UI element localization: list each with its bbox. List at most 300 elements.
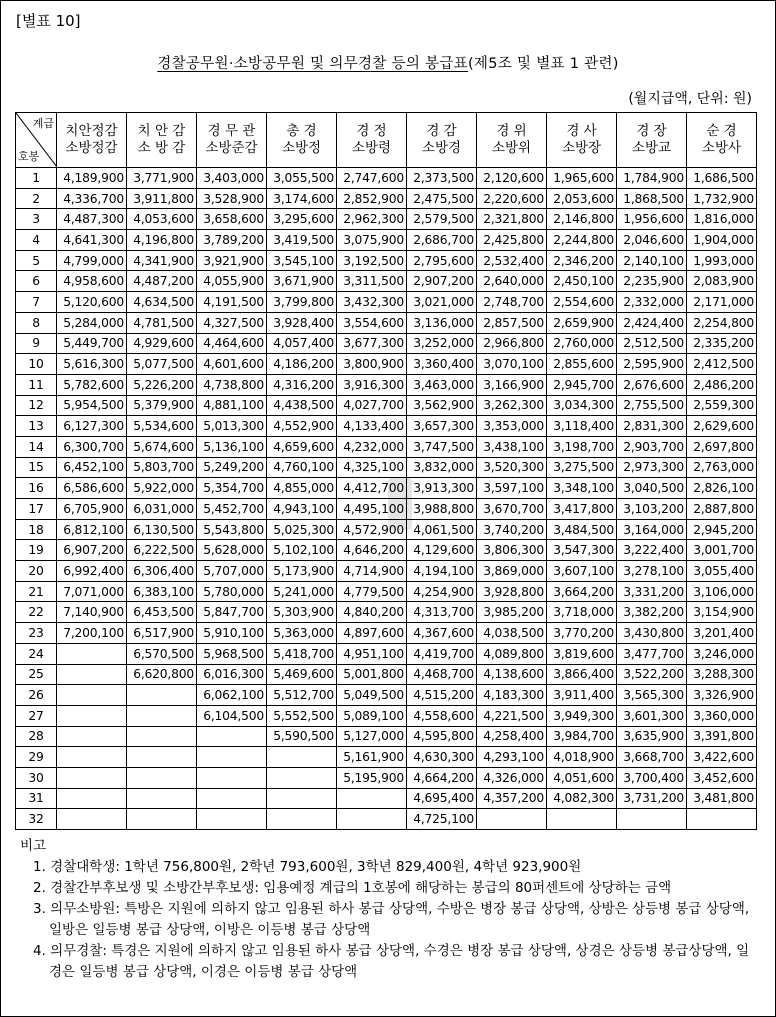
salary-cell: 4,055,900 — [197, 271, 267, 292]
salary-cell: 4,183,300 — [477, 685, 547, 706]
column-header-line2: 소방교 — [631, 140, 672, 156]
step-cell: 1 — [16, 168, 57, 189]
step-cell: 24 — [16, 643, 57, 664]
salary-cell: 4,129,600 — [407, 540, 477, 561]
salary-cell: 3,262,300 — [477, 395, 547, 416]
salary-cell: 3,607,100 — [547, 561, 617, 582]
salary-cell: 3,021,000 — [407, 292, 477, 313]
salary-cell: 4,630,300 — [407, 747, 477, 768]
table-body — [16, 168, 757, 830]
salary-cell: 3,916,300 — [337, 374, 407, 395]
salary-cell: 3,984,700 — [547, 726, 617, 747]
salary-cell: 3,520,300 — [477, 457, 547, 478]
salary-cell: 5,241,000 — [267, 581, 337, 602]
salary-cell: 5,847,700 — [197, 602, 267, 623]
salary-cell: 3,278,100 — [617, 561, 687, 582]
salary-cell: 3,331,200 — [617, 581, 687, 602]
salary-cell: 4,313,700 — [407, 602, 477, 623]
salary-cell: 3,174,600 — [267, 188, 337, 209]
salary-cell: 3,731,200 — [617, 788, 687, 809]
salary-cell: 4,595,800 — [407, 726, 477, 747]
salary-cell: 5,910,100 — [197, 623, 267, 644]
salary-cell: 3,832,000 — [407, 457, 477, 478]
salary-cell — [57, 643, 127, 664]
salary-cell: 3,921,900 — [197, 250, 267, 271]
table-row — [16, 395, 757, 416]
salary-cell: 5,303,900 — [267, 602, 337, 623]
salary-cell: 3,417,800 — [547, 499, 617, 520]
salary-cell: 3,658,600 — [197, 209, 267, 230]
salary-cell: 7,071,000 — [57, 581, 127, 602]
salary-cell: 2,595,900 — [617, 354, 687, 375]
salary-cell — [127, 767, 197, 788]
salary-cell: 5,803,700 — [127, 457, 197, 478]
salary-cell: 3,326,900 — [687, 685, 757, 706]
salary-cell — [547, 809, 617, 830]
salary-cell: 3,463,000 — [407, 374, 477, 395]
salary-cell: 3,869,000 — [477, 561, 547, 582]
salary-cell: 3,222,400 — [617, 540, 687, 561]
table-row — [16, 726, 757, 747]
column-header-line2: 소방령 — [351, 140, 392, 156]
salary-cell: 6,570,500 — [127, 643, 197, 664]
salary-cell: 5,628,000 — [197, 540, 267, 561]
salary-cell: 3,597,100 — [477, 478, 547, 499]
salary-cell: 5,954,500 — [57, 395, 127, 416]
salary-cell: 2,244,800 — [547, 230, 617, 251]
salary-cell — [267, 788, 337, 809]
salary-cell: 3,353,000 — [477, 416, 547, 437]
salary-cell: 4,779,500 — [337, 581, 407, 602]
column-header-line2: 소방위 — [491, 140, 532, 156]
step-cell: 16 — [16, 478, 57, 499]
salary-cell: 2,412,500 — [687, 354, 757, 375]
salary-cell: 4,027,700 — [337, 395, 407, 416]
salary-cell: 4,316,200 — [267, 374, 337, 395]
salary-cell: 5,922,000 — [127, 478, 197, 499]
salary-cell: 5,534,600 — [127, 416, 197, 437]
salary-cell: 5,013,300 — [197, 416, 267, 437]
step-cell: 11 — [16, 374, 57, 395]
column-header-line1: 경 감 — [426, 123, 457, 139]
note-3: 3. 의무소방원: 특방은 지원에 의하지 않고 임용된 하사 봉급 상당액, 수방은 병장 봉급 상당액, 상방은 상등병 봉급 상당액, 일방은 일등병 봉급 상당액, 이방은 이등병 봉급 상당액 — [33, 901, 750, 938]
salary-cell: 2,254,800 — [687, 312, 757, 333]
column-header — [617, 113, 687, 168]
step-cell: 9 — [16, 333, 57, 354]
salary-cell: 2,686,700 — [407, 230, 477, 251]
salary-cell: 4,634,500 — [127, 292, 197, 313]
watermark — [388, 478, 412, 530]
salary-cell: 3,562,900 — [407, 395, 477, 416]
salary-cell: 3,545,100 — [267, 250, 337, 271]
salary-cell: 3,118,400 — [547, 416, 617, 437]
note-2: 2. 경찰간부후보생 및 소방간부후보생: 임용예정 계급의 1호봉에 해당하는 봉급의 80퍼센트에 상당하는 금액 — [33, 880, 672, 896]
salary-cell: 4,881,100 — [197, 395, 267, 416]
salary-cell — [127, 747, 197, 768]
salary-cell: 6,127,300 — [57, 416, 127, 437]
salary-cell: 3,657,300 — [407, 416, 477, 437]
salary-cell — [337, 809, 407, 830]
step-cell: 23 — [16, 623, 57, 644]
salary-cell: 4,412,700 — [337, 478, 407, 499]
salary-cell: 3,070,100 — [477, 354, 547, 375]
salary-cell: 3,800,900 — [337, 354, 407, 375]
column-header-line2: 소방정감 — [65, 140, 118, 156]
salary-cell: 2,973,300 — [617, 457, 687, 478]
salary-cell: 4,572,900 — [337, 519, 407, 540]
salary-cell: 2,554,600 — [547, 292, 617, 313]
salary-cell — [57, 685, 127, 706]
salary-cell: 2,346,200 — [547, 250, 617, 271]
salary-cell: 5,780,000 — [197, 581, 267, 602]
column-header — [267, 113, 337, 168]
step-cell: 3 — [16, 209, 57, 230]
column-header-line2: 소방장 — [561, 140, 602, 156]
salary-cell: 5,674,600 — [127, 436, 197, 457]
salary-cell: 5,127,000 — [337, 726, 407, 747]
salary-cell: 2,512,500 — [617, 333, 687, 354]
salary-cell: 2,120,600 — [477, 168, 547, 189]
salary-cell — [197, 788, 267, 809]
salary-cell: 4,799,000 — [57, 250, 127, 271]
salary-cell: 4,082,300 — [547, 788, 617, 809]
salary-cell: 3,635,900 — [617, 726, 687, 747]
salary-cell: 1,956,600 — [617, 209, 687, 230]
note-4: 4. 의무경찰: 특경은 지원에 의하지 않고 임용된 하사 봉급 상당액, 수경은 병장 봉급 상당액, 상경은 상등병 봉급상당액, 일경은 일등병 봉급 상당액, 이경은 이등병 봉급 상당액 — [33, 943, 750, 980]
salary-cell: 3,154,900 — [687, 602, 757, 623]
step-cell: 13 — [16, 416, 57, 437]
salary-cell: 3,668,700 — [617, 747, 687, 768]
column-header — [547, 113, 617, 168]
table-row — [16, 685, 757, 706]
header-row — [16, 113, 757, 168]
salary-cell: 2,140,100 — [617, 250, 687, 271]
salary-cell: 2,763,000 — [687, 457, 757, 478]
salary-cell: 4,552,900 — [267, 416, 337, 437]
note-1: 1. 경찰대학생: 1학년 756,800원, 2학년 793,600원, 3학년 829,400원, 4학년 923,900원 — [33, 859, 582, 875]
salary-cell — [267, 767, 337, 788]
salary-cell: 5,707,000 — [197, 561, 267, 582]
salary-cell: 3,275,500 — [547, 457, 617, 478]
salary-cell: 2,146,800 — [547, 209, 617, 230]
column-header-line1: 총 경 — [286, 123, 317, 139]
salary-cell: 5,552,500 — [267, 705, 337, 726]
salary-cell: 3,928,800 — [477, 581, 547, 602]
step-cell: 27 — [16, 705, 57, 726]
salary-cell: 2,321,800 — [477, 209, 547, 230]
salary-cell: 6,222,500 — [127, 540, 197, 561]
step-cell: 32 — [16, 809, 57, 830]
salary-cell: 3,040,500 — [617, 478, 687, 499]
column-header-line1: 치안정감 — [65, 123, 118, 139]
salary-cell: 3,528,900 — [197, 188, 267, 209]
salary-cell: 5,512,700 — [267, 685, 337, 706]
salary-cell: 2,760,000 — [547, 333, 617, 354]
corner-rank-label: 계급 — [32, 117, 54, 130]
salary-cell: 3,106,000 — [687, 581, 757, 602]
salary-cell: 2,332,000 — [617, 292, 687, 313]
corner-step-label: 호봉 — [18, 150, 40, 163]
salary-cell: 6,062,100 — [197, 685, 267, 706]
table-row — [16, 374, 757, 395]
salary-cell: 4,221,500 — [477, 705, 547, 726]
salary-cell — [127, 788, 197, 809]
salary-cell: 3,771,900 — [127, 168, 197, 189]
step-cell: 19 — [16, 540, 57, 561]
salary-cell: 4,186,200 — [267, 354, 337, 375]
salary-cell: 4,061,500 — [407, 519, 477, 540]
table-row — [16, 416, 757, 437]
salary-cell: 6,306,400 — [127, 561, 197, 582]
table-row — [16, 271, 757, 292]
salary-cell: 3,034,300 — [547, 395, 617, 416]
column-header-line2: 소방준감 — [205, 140, 258, 156]
salary-cell: 4,487,300 — [57, 209, 127, 230]
salary-cell: 1,993,000 — [687, 250, 757, 271]
step-cell: 15 — [16, 457, 57, 478]
salary-cell: 4,464,600 — [197, 333, 267, 354]
salary-cell: 3,075,900 — [337, 230, 407, 251]
salary-cell: 2,697,800 — [687, 436, 757, 457]
salary-cell: 4,057,400 — [267, 333, 337, 354]
salary-cell — [267, 747, 337, 768]
pay-table — [15, 112, 757, 830]
table-row — [16, 705, 757, 726]
column-header — [337, 113, 407, 168]
salary-cell: 3,311,500 — [337, 271, 407, 292]
salary-cell: 2,945,700 — [547, 374, 617, 395]
salary-cell: 3,166,900 — [477, 374, 547, 395]
title-ref: (제5조 및 별표 1 관련) — [467, 56, 619, 72]
table-row — [16, 209, 757, 230]
salary-cell: 2,579,500 — [407, 209, 477, 230]
salary-cell: 4,357,200 — [477, 788, 547, 809]
salary-cell: 2,852,900 — [337, 188, 407, 209]
salary-cell: 6,452,100 — [57, 457, 127, 478]
salary-cell: 3,740,200 — [477, 519, 547, 540]
salary-cell: 4,840,200 — [337, 602, 407, 623]
salary-cell: 5,077,500 — [127, 354, 197, 375]
salary-cell: 4,254,900 — [407, 581, 477, 602]
salary-cell: 2,559,300 — [687, 395, 757, 416]
salary-cell: 5,354,700 — [197, 478, 267, 499]
salary-cell: 3,522,200 — [617, 664, 687, 685]
salary-cell: 2,424,400 — [617, 312, 687, 333]
salary-cell: 6,383,100 — [127, 581, 197, 602]
salary-cell — [477, 809, 547, 830]
step-cell: 14 — [16, 436, 57, 457]
salary-cell: 3,422,600 — [687, 747, 757, 768]
step-cell: 5 — [16, 250, 57, 271]
salary-cell: 3,677,300 — [337, 333, 407, 354]
column-header-line1: 경 무 관 — [207, 123, 256, 139]
salary-cell: 3,866,400 — [547, 664, 617, 685]
table-row — [16, 540, 757, 561]
table-row — [16, 581, 757, 602]
salary-cell: 5,195,900 — [337, 767, 407, 788]
column-header-line1: 경 사 — [566, 123, 597, 139]
salary-cell: 2,755,500 — [617, 395, 687, 416]
page-title — [0, 52, 776, 73]
step-cell: 28 — [16, 726, 57, 747]
table-row — [16, 230, 757, 251]
salary-cell: 3,136,000 — [407, 312, 477, 333]
salary-cell: 3,403,000 — [197, 168, 267, 189]
salary-cell: 3,382,200 — [617, 602, 687, 623]
salary-cell — [57, 726, 127, 747]
salary-cell: 3,911,800 — [127, 188, 197, 209]
salary-cell: 3,789,200 — [197, 230, 267, 251]
salary-cell: 2,945,200 — [687, 519, 757, 540]
salary-cell: 1,686,500 — [687, 168, 757, 189]
salary-cell: 3,164,000 — [617, 519, 687, 540]
salary-cell: 4,897,600 — [337, 623, 407, 644]
column-header-line1: 순 경 — [706, 123, 737, 139]
table-row — [16, 250, 757, 271]
salary-cell: 2,486,200 — [687, 374, 757, 395]
salary-cell: 4,327,500 — [197, 312, 267, 333]
salary-cell: 5,049,500 — [337, 685, 407, 706]
salary-cell: 2,629,600 — [687, 416, 757, 437]
salary-cell: 5,616,300 — [57, 354, 127, 375]
step-cell: 29 — [16, 747, 57, 768]
salary-cell: 3,547,300 — [547, 540, 617, 561]
salary-cell: 2,826,100 — [687, 478, 757, 499]
salary-cell: 3,911,400 — [547, 685, 617, 706]
salary-cell: 4,189,900 — [57, 168, 127, 189]
salary-cell: 3,799,800 — [267, 292, 337, 313]
column-header-line2: 소방경 — [421, 140, 462, 156]
table-row — [16, 436, 757, 457]
salary-cell: 2,053,600 — [547, 188, 617, 209]
salary-cell: 4,495,100 — [337, 499, 407, 520]
salary-cell — [57, 809, 127, 830]
salary-cell: 2,046,600 — [617, 230, 687, 251]
salary-cell — [127, 705, 197, 726]
column-header-line2: 소방정 — [281, 140, 322, 156]
salary-cell: 5,173,900 — [267, 561, 337, 582]
salary-cell: 4,138,600 — [477, 664, 547, 685]
salary-cell: 2,373,500 — [407, 168, 477, 189]
column-header-line1: 경 위 — [496, 123, 527, 139]
salary-cell: 3,747,500 — [407, 436, 477, 457]
salary-cell: 3,246,000 — [687, 643, 757, 664]
salary-cell: 6,104,500 — [197, 705, 267, 726]
salary-cell: 4,855,000 — [267, 478, 337, 499]
salary-cell: 3,055,400 — [687, 561, 757, 582]
salary-cell: 3,928,400 — [267, 312, 337, 333]
salary-cell: 5,452,700 — [197, 499, 267, 520]
salary-cell: 2,171,000 — [687, 292, 757, 313]
salary-cell: 2,857,500 — [477, 312, 547, 333]
salary-cell — [57, 705, 127, 726]
step-cell: 8 — [16, 312, 57, 333]
salary-cell: 1,965,600 — [547, 168, 617, 189]
step-cell: 25 — [16, 664, 57, 685]
salary-cell: 3,252,000 — [407, 333, 477, 354]
salary-cell: 2,425,800 — [477, 230, 547, 251]
table-row — [16, 602, 757, 623]
salary-cell: 4,738,800 — [197, 374, 267, 395]
salary-cell: 2,831,300 — [617, 416, 687, 437]
corner-cell — [16, 113, 57, 168]
salary-cell: 4,258,400 — [477, 726, 547, 747]
salary-cell: 2,903,700 — [617, 436, 687, 457]
salary-cell: 3,055,500 — [267, 168, 337, 189]
salary-cell: 3,288,300 — [687, 664, 757, 685]
salary-cell: 4,191,500 — [197, 292, 267, 313]
salary-cell: 3,432,300 — [337, 292, 407, 313]
salary-cell: 7,200,100 — [57, 623, 127, 644]
column-header-line2: 소 방 감 — [137, 140, 186, 156]
salary-cell: 2,747,600 — [337, 168, 407, 189]
salary-cell: 2,640,000 — [477, 271, 547, 292]
salary-cell — [337, 788, 407, 809]
salary-cell: 4,232,000 — [337, 436, 407, 457]
step-cell: 12 — [16, 395, 57, 416]
salary-cell: 5,418,700 — [267, 643, 337, 664]
notes-title: 비고 — [20, 838, 47, 854]
salary-cell: 3,913,300 — [407, 478, 477, 499]
salary-cell: 5,782,600 — [57, 374, 127, 395]
column-header — [127, 113, 197, 168]
salary-cell: 2,083,900 — [687, 271, 757, 292]
salary-cell: 3,988,800 — [407, 499, 477, 520]
salary-cell: 4,419,700 — [407, 643, 477, 664]
step-cell: 31 — [16, 788, 57, 809]
salary-cell: 4,051,600 — [547, 767, 617, 788]
salary-cell: 4,695,400 — [407, 788, 477, 809]
salary-cell: 3,985,200 — [477, 602, 547, 623]
salary-cell: 1,868,500 — [617, 188, 687, 209]
page-label: [별표 10] — [16, 12, 81, 30]
table-row — [16, 457, 757, 478]
title-main: 경찰공무원·소방공무원 및 의무경찰 등의 봉급표 — [157, 56, 468, 72]
salary-cell: 2,966,800 — [477, 333, 547, 354]
salary-cell: 4,468,700 — [407, 664, 477, 685]
salary-cell: 4,664,200 — [407, 767, 477, 788]
step-cell: 22 — [16, 602, 57, 623]
salary-cell: 5,136,100 — [197, 436, 267, 457]
salary-cell: 2,450,100 — [547, 271, 617, 292]
table-row — [16, 333, 757, 354]
column-header-line1: 치 안 감 — [137, 123, 186, 139]
salary-cell: 6,453,500 — [127, 602, 197, 623]
salary-cell: 5,226,200 — [127, 374, 197, 395]
salary-cell: 4,053,600 — [127, 209, 197, 230]
table-row — [16, 747, 757, 768]
salary-cell: 3,348,100 — [547, 478, 617, 499]
salary-cell: 3,601,300 — [617, 705, 687, 726]
salary-cell: 2,532,400 — [477, 250, 547, 271]
salary-cell: 3,201,400 — [687, 623, 757, 644]
salary-cell — [57, 767, 127, 788]
table-row — [16, 788, 757, 809]
column-header-line2: 소방사 — [701, 140, 742, 156]
salary-cell: 6,300,700 — [57, 436, 127, 457]
table-row — [16, 519, 757, 540]
step-cell: 21 — [16, 581, 57, 602]
salary-cell — [617, 809, 687, 830]
salary-cell: 4,725,100 — [407, 809, 477, 830]
salary-cell: 3,664,200 — [547, 581, 617, 602]
salary-cell: 4,326,000 — [477, 767, 547, 788]
unit-note: (월지급액, 단위: 원) — [628, 91, 752, 107]
salary-cell: 6,130,500 — [127, 519, 197, 540]
salary-cell: 3,419,500 — [267, 230, 337, 251]
salary-cell: 2,235,900 — [617, 271, 687, 292]
salary-cell: 6,812,100 — [57, 519, 127, 540]
